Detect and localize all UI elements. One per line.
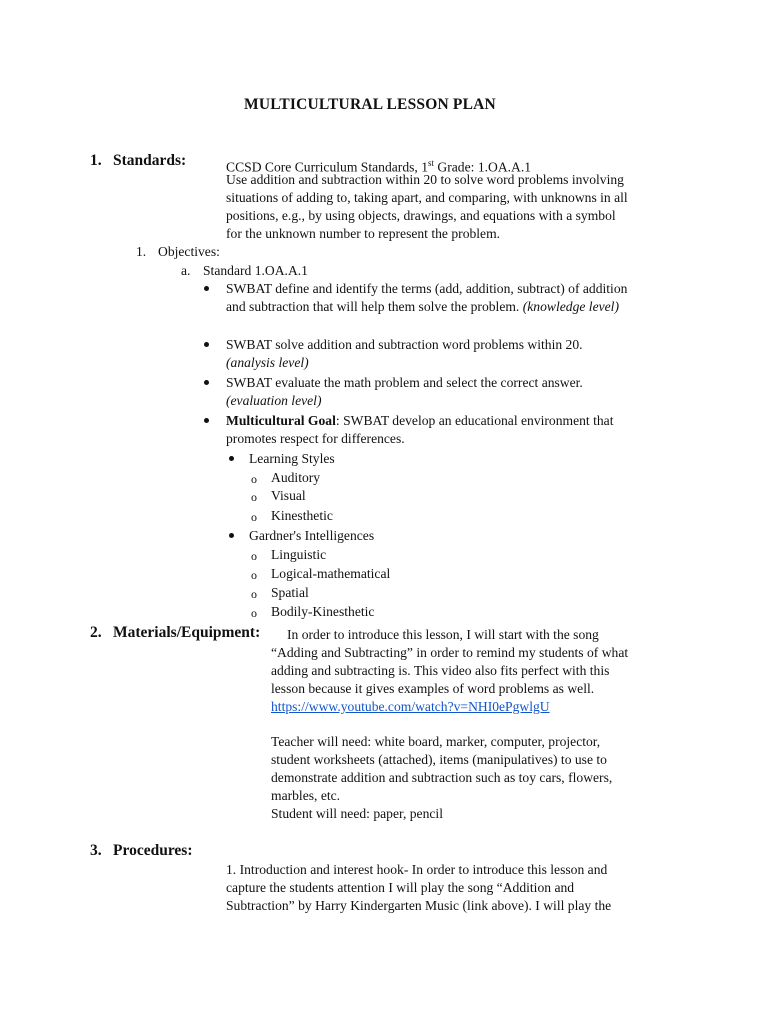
procedures-text-line: Subtraction” by Harry Kindergarten Music (link above). I will play the — [226, 898, 612, 913]
circle-bullet: o — [251, 472, 257, 486]
gardner-item: Linguistic — [271, 547, 327, 562]
objectives-label: Objectives: — [158, 244, 220, 259]
bullet-dot — [229, 456, 234, 461]
materials-line-1: In order to introduce this lesson, I will start with the song — [287, 627, 599, 642]
materials-number: 2. — [90, 624, 102, 641]
standards-line-1-sup: st — [428, 158, 435, 168]
bullet-dot — [204, 418, 209, 423]
objective-bullet-2-line-1: SWBAT solve addition and subtraction word problems within 20. — [226, 337, 583, 352]
multicultural-goal-label: Multicultural Goal — [226, 413, 336, 428]
materials-text-line: adding and subtracting is. This video also fits perfect with this — [271, 663, 610, 678]
standards-heading: Standards: — [113, 152, 187, 169]
circle-bullet: o — [251, 587, 257, 601]
circle-bullet: o — [251, 606, 257, 620]
objective-sub-letter: a. — [181, 263, 191, 278]
standards-number: 1. — [90, 152, 102, 169]
standards-text-line: situations of adding to, taking apart, and comparing, with unknowns in all — [226, 190, 628, 205]
materials-text-line: “Adding and Subtracting” in order to remind my students of what — [271, 645, 629, 660]
learning-styles-label: Learning Styles — [249, 451, 335, 466]
multicultural-goal-line-1 — [226, 412, 614, 430]
standards-line-1-post: Grade: 1.OA.A.1 — [434, 159, 532, 175]
learning-style-item: Auditory — [271, 470, 321, 485]
gardner-item: Bodily-Kinesthetic — [271, 604, 375, 619]
standards-line-1-pre: CCSD Core Curriculum Standards, 1 — [226, 159, 429, 175]
learning-style-item: Visual — [271, 488, 306, 503]
youtube-link[interactable]: https://www.youtube.com/watch?v=NHI0ePgwlgU — [271, 699, 550, 714]
materials-heading: Materials/Equipment: — [113, 624, 261, 641]
objective-bullet-1-line-1: SWBAT define and identify the terms (add, addition, subtract) of addition — [226, 281, 628, 296]
procedures-heading: Procedures: — [113, 842, 193, 859]
objective-sub-label: Standard 1.OA.A.1 — [203, 263, 308, 278]
teacher-needs-line: student worksheets (attached), items (manipulatives) to use to — [271, 752, 607, 767]
teacher-needs-line: marbles, etc. — [271, 788, 341, 803]
teacher-needs-line: Teacher will need: white board, marker, computer, projector, — [271, 734, 601, 749]
gardner-item: Spatial — [271, 585, 309, 600]
bullet-dot — [204, 286, 209, 291]
gardner-item: Logical-mathematical — [271, 566, 391, 581]
multicultural-goal-line-2: promotes respect for differences. — [226, 431, 405, 446]
learning-style-item: Kinesthetic — [271, 508, 333, 523]
analysis-level: (analysis level) — [226, 355, 309, 370]
procedures-number: 3. — [90, 842, 102, 859]
objective-bullet-1-line-2 — [226, 298, 619, 316]
circle-bullet: o — [251, 568, 257, 582]
teacher-needs-line: demonstrate addition and subtraction such as toy cars, flowers, — [271, 770, 613, 785]
evaluation-level: (evaluation level) — [226, 393, 322, 408]
objective-bullet-3-line-1: SWBAT evaluate the math problem and select the correct answer. — [226, 375, 583, 390]
student-needs: Student will need: paper, pencil — [271, 806, 443, 821]
bullet-dot — [204, 342, 209, 347]
standards-text-line: for the unknown number to represent the problem. — [226, 226, 501, 241]
circle-bullet: o — [251, 490, 257, 504]
procedures-text-line: capture the students attention I will play the song “Addition and — [226, 880, 575, 895]
knowledge-level: (knowledge level) — [522, 299, 619, 314]
objective-bullet-1-text: and subtraction that will help them solve the problem. — [226, 299, 523, 314]
page-title: MULTICULTURAL LESSON PLAN — [244, 96, 496, 113]
gardner-label: Gardner's Intelligences — [249, 528, 375, 543]
objectives-number: 1. — [136, 244, 147, 259]
bullet-dot — [204, 380, 209, 385]
bullet-dot — [229, 533, 234, 538]
materials-text-line: lesson because it gives examples of word problems as well. — [271, 681, 595, 696]
circle-bullet: o — [251, 549, 257, 563]
standards-text-line: positions, e.g., by using objects, drawings, and equations with a symbol — [226, 208, 616, 223]
circle-bullet: o — [251, 510, 257, 524]
standards-text-line: Use addition and subtraction within 20 to solve word problems involving — [226, 172, 624, 187]
procedures-text-line: 1. Introduction and interest hook- In order to introduce this lesson and — [226, 862, 608, 877]
multicultural-goal-text: : SWBAT develop an educational environment that — [335, 413, 614, 428]
